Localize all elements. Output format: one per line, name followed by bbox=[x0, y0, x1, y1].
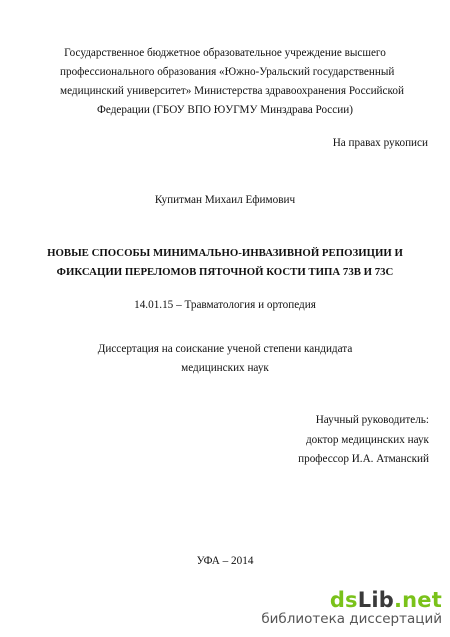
watermark-logo[interactable] bbox=[261, 589, 442, 611]
institution-line: Федерации (ГБОУ ВПО ЮУГМУ Минздрава России) bbox=[97, 104, 353, 116]
title-line: НОВЫЕ СПОСОБЫ МИНИМАЛЬНО-ИНВАЗИВНОЙ РЕПОЗИЦИИ И bbox=[47, 247, 403, 259]
watermark-subtitle: библиотека диссертаций bbox=[261, 611, 442, 627]
supervisor-block bbox=[298, 411, 429, 470]
specialty-code: 14.01.15 – Травматология и ортопедия bbox=[134, 299, 316, 311]
institution-line: медицинский университет» Министерства здравоохранения Российской bbox=[60, 85, 404, 97]
logo-part-net: .net bbox=[393, 588, 442, 612]
degree-line: Диссертация на соискание ученой степени кандидата bbox=[97, 343, 353, 355]
logo-part-lib: Lib bbox=[357, 588, 394, 612]
dissertation-title bbox=[20, 244, 430, 282]
watermark[interactable] bbox=[261, 589, 442, 627]
logo-part-ds: ds bbox=[329, 588, 358, 612]
supervisor-line: Научный руководитель: bbox=[315, 414, 429, 426]
city-year: УФА – 2014 bbox=[196, 555, 254, 567]
degree-statement bbox=[0, 340, 450, 378]
institution-line: профессионального образования «Южно-Уральский государственный bbox=[60, 66, 395, 78]
title-line: ФИКСАЦИИ ПЕРЕЛОМОВ ПЯТОЧНОЙ КОСТИ ТИПА 73В И 73С bbox=[56, 266, 394, 278]
supervisor-line: профессор И.А. Атманский bbox=[298, 453, 429, 465]
rights-note: На правах рукописи bbox=[332, 137, 428, 149]
author-name: Купитман Михаил Ефимович bbox=[154, 194, 296, 206]
supervisor-line: доктор медицинских наук bbox=[305, 433, 429, 446]
institution-line: Государственное бюджетное образовательное учреждение высшего bbox=[64, 47, 386, 59]
degree-line: медицинских наук bbox=[181, 362, 269, 374]
institution-header bbox=[60, 44, 404, 120]
